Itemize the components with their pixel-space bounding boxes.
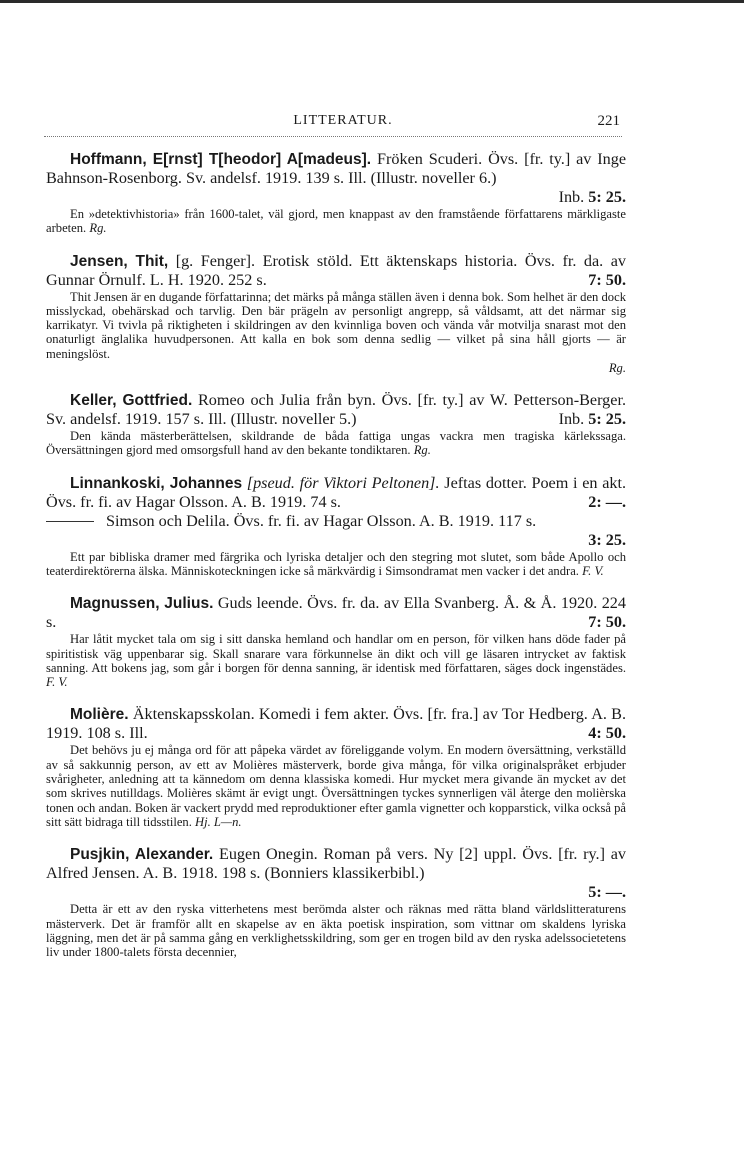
entry-author: Linnankoski, Johannes <box>70 474 243 492</box>
entry-signature: Rg. <box>608 361 626 376</box>
entry-citation: Fröken Scuderi. Övs. [fr. ty.] av Inge Bahnson-Rosenborg. Sv. andelsf. 1919. 139 s. Ill. (Illustr. noveller 6.) <box>46 150 627 187</box>
page-top-border <box>0 0 744 3</box>
entry-review: Har låtit mycket tala om sig i sitt danska hemland och handlar om en person, för vilken hans döde fader på spiritistisk väg uppenbarar sig. Skall snarare vara förkunnelse än dikt och vill ge läsaren intrycket av faktisk sanning. Att bokens jag, som går i borgen för denna sanning, är identisk med författaren, säges dock ingenstädes. <box>46 632 626 675</box>
entry-hoffmann <box>46 150 626 236</box>
page-number: 221 <box>597 113 620 129</box>
entry-review: En »detektivhistoria» från 1600-talet, väl gjord, men knappast av den framstående författarens märkligaste arbeten. <box>46 207 626 236</box>
page-content <box>46 150 626 975</box>
running-title: LITTERATUR. <box>293 113 393 128</box>
entry-signature: Rg. <box>89 221 107 236</box>
entry-author: Pusjkin, Alexander. <box>70 846 214 864</box>
header-rule <box>44 136 622 137</box>
entry-pusjkin <box>46 845 626 959</box>
entry-review: Det behövs ju ej många ord för att påpeka värdet av föreliggande volym. En modern översättning, verkställd av så sakkunnig person, av ett av Molières mästerverk, borde giva många, för vilka originalspråket erbjuder svårigheter, anledning att ta kännedom om denna klassiska komedi. Hur mycket mera givande än mycket av det som skrives nutilldags. Molières skämt är evigt ungt. Översättningen tyckes synnerligen väl återge den molièrska tonen och andan. Boken är vackert prydd med reproduktioner efter gamla vignetter och kopparstick, vilka också på sitt sätt bidraga till tidsstilen. <box>46 743 626 829</box>
entry-moliere <box>46 705 626 829</box>
entry-price-line <box>46 188 626 207</box>
entry-citation: Guds leende. Övs. fr. da. av Ella Svanberg. Å. & Å. 1920. 224 s. <box>46 594 626 632</box>
entry-price: 7: 50. <box>588 613 626 632</box>
entry-signature: Rg. <box>413 443 431 458</box>
entry-signature: Hj. L—n. <box>195 814 242 829</box>
entry-signature: F. V. <box>46 675 68 690</box>
entry-author: Hoffmann, E[rnst] T[heodor] A[madeus]. <box>70 151 372 168</box>
entry-author: Molière. <box>70 706 129 724</box>
entry-signature: F. V. <box>582 563 604 578</box>
entry-review: Thit Jensen är en dugande författarinna; det märks på många ställen även i denna bok. Som helhet är den dock misslyckad, obehärskad och tarvlig. Den bär prägeln av personligt angrepp, så våldsamt, att det närmar sig karrikatyr. Vi tvivla på riktigheten i skildringen av den kvinnliga boven och vända vår motvilja snarast mot den onaturligt änglalika huvudpersonen. Att kalla en bok som denna sedlig — vilket på sina håll gjorts — är meningslöst. <box>46 289 626 361</box>
sub-entry-citation: Simson och Delila. Övs. fr. fi. av Hagar Olsson. A. B. 1919. 117 s. <box>106 511 537 530</box>
entry-magnussen <box>46 594 626 689</box>
entry-review: Den kända mästerberättelsen, skildrande de båda fattiga ungas vackra men tragiska kärlekssaga. Översättningen gjord med omsorgsfull hand av den bekante tondiktaren. <box>46 429 626 458</box>
entry-citation: Jeftas dotter. Poem i en akt. Övs. fr. fi. av Hagar Olsson. A. B. 1919. 74 s. <box>46 473 627 511</box>
entry-review: Ett par bibliska dramer med färgrika och lyriska detaljer och den stegring mot slutet, som både Apollo och teaterdirektörerna älska. Människoteckningen icke så märkvärdig i Simsondramat men vacker i det andra. <box>46 549 626 578</box>
entry-price: 4: 50. <box>588 724 626 743</box>
sub-entry <box>46 512 626 531</box>
entry-price: 5: 25. <box>588 188 626 206</box>
entry-price: 7: 50. <box>588 270 626 289</box>
price-prefix: Inb. <box>558 188 585 206</box>
entry-citation: Äktenskapsskolan. Komedi i fem akter. Övs. [fr. fra.] av Tor Hedberg. A. B. 1919. 108 s. Ill. <box>46 705 626 743</box>
entry-review: Detta är ett av den ryska vitterhetens mest berömda alster och räknas med rätta bland världslitteraturens mästerverk. Det är framför allt en skapelse av en äkta poetisk inspiration, som vittnar om skaldens lyriska läggning, men det är på samma gång en verklighetsskildring, som ger en trogen bild av den ryska adelssocietetens liv under 1800-talets första decennier, <box>46 902 626 960</box>
entry-jensen <box>46 252 626 375</box>
entry-keller <box>46 391 626 458</box>
price-prefix: Inb. <box>558 410 585 429</box>
entry-price: 2: —. <box>588 492 626 511</box>
entry-citation: Eugen Onegin. Roman på vers. Ny [2] uppl. Övs. [fr. ry.] av Alfred Jensen. A. B. 1918. 198 s. (Bonniers klassikerbibl.) <box>46 845 626 883</box>
entry-citation: [g. Fenger]. Erotisk stöld. Ett äktenskaps historia. Övs. fr. da. av Gunnar Örnulf. L. H. 1920. 252 s. <box>46 251 626 289</box>
entry-author: Keller, Gottfried. <box>70 392 193 410</box>
entry-author: Magnussen, Julius. <box>70 595 214 613</box>
entry-pseudonym: [pseud. för Viktori Peltonen]. <box>246 473 440 492</box>
sub-entry-price: 3: 25. <box>588 530 626 549</box>
entry-linnankoski <box>46 474 626 579</box>
entry-citation: Romeo och Julia från byn. Övs. [fr. ty.] av W. Petterson-Berger. Sv. andelsf. 1919. 157 s. Ill. (Illustr. noveller 5.) <box>46 391 626 429</box>
entry-price: 5: —. <box>588 883 626 902</box>
ditto-dash <box>46 521 94 522</box>
entry-price: 5: 25. <box>588 410 626 429</box>
entry-author: Jensen, Thit, <box>70 252 169 270</box>
page-header <box>66 113 620 133</box>
